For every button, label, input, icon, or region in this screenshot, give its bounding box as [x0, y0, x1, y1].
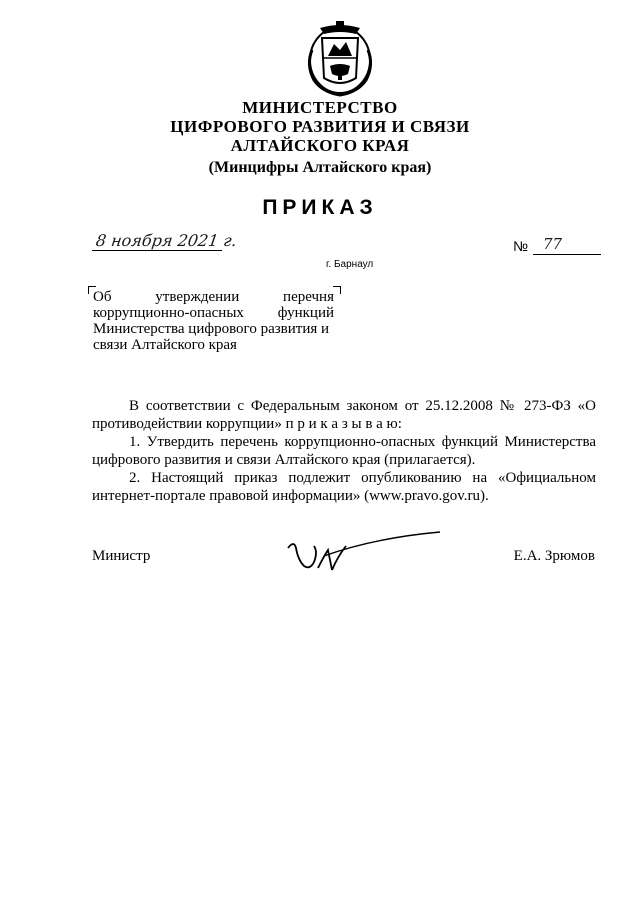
signer-name: Е.А. Зрюмов — [513, 548, 595, 564]
order-number-label: № — [513, 238, 529, 254]
order-date: 8 ноября 2021 г. — [94, 231, 239, 250]
order-item-1: 1. Утвердить перечень коррупционно-опасных функций Министерства цифрового развития и связи Алтайского края (прилагается). — [92, 434, 596, 468]
subject-line: коррупционно-опасных функций — [93, 305, 334, 321]
coat-of-arms-icon — [300, 20, 380, 98]
handwritten-signature-icon — [284, 526, 444, 586]
subject-line: Об утверждении перечня — [93, 289, 334, 305]
order-body — [92, 397, 596, 505]
ministry-name-line2: ЦИФРОВОГО РАЗВИТИЯ И СВЯЗИ — [170, 117, 470, 136]
subject-line: Министерства цифрового развития и — [93, 321, 330, 337]
order-subject — [93, 289, 334, 353]
subject-line: связи Алтайского края — [93, 337, 237, 353]
date-underline — [92, 250, 222, 251]
ministry-short-name: (Минцифры Алтайского края) — [208, 159, 432, 176]
number-underline — [533, 254, 601, 255]
signer-position: Министр — [92, 548, 151, 564]
ministry-name-line1: МИНИСТЕРСТВО — [242, 98, 398, 117]
order-number: 77 — [543, 235, 563, 253]
subject-corner-right — [333, 286, 341, 294]
ministry-name-line3: АЛТАЙСКОГО КРАЯ — [230, 136, 410, 155]
document-type-title: ПРИКАЗ — [262, 196, 378, 219]
order-item-2: 2. Настоящий приказ подлежит опубликованию на «Официальном интернет-портале правовой информации» (www.pravo.gov.ru). — [92, 470, 596, 504]
preamble-paragraph: В соответствии с Федеральным законом от 25.12.2008 № 273-ФЗ «О противодействии коррупции» п р и к а з ы в а ю: — [92, 398, 596, 432]
city-name: г. Барнаул — [326, 259, 374, 270]
